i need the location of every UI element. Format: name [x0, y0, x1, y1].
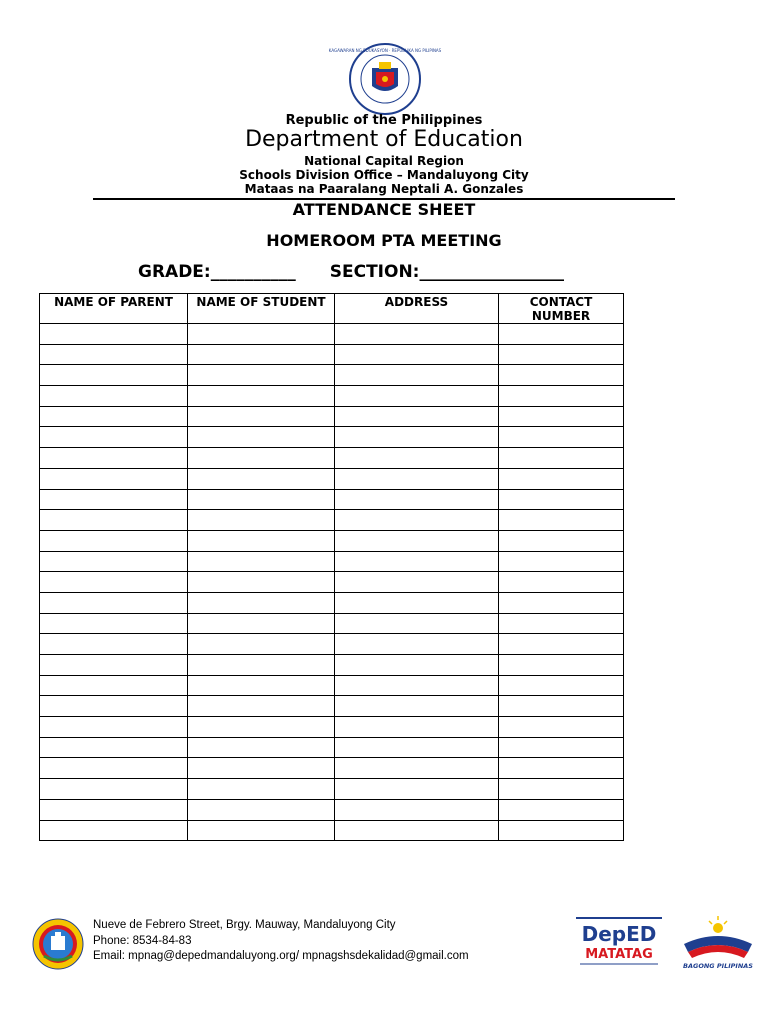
table-cell[interactable]	[335, 448, 499, 469]
table-cell[interactable]	[40, 675, 188, 696]
table-cell[interactable]	[188, 634, 335, 655]
table-cell[interactable]	[40, 406, 188, 427]
table-cell[interactable]	[335, 592, 499, 613]
school-name: Mataas na Paaralang Neptali A. Gonzales	[244, 182, 524, 196]
table-cell[interactable]	[188, 344, 335, 365]
table-row	[40, 530, 624, 551]
table-cell[interactable]	[335, 799, 499, 820]
table-cell[interactable]	[188, 386, 335, 407]
table-cell[interactable]	[499, 448, 624, 469]
table-cell[interactable]	[188, 406, 335, 427]
table-row	[40, 820, 624, 841]
table-cell[interactable]	[188, 510, 335, 531]
table-row	[40, 324, 624, 345]
table-body	[40, 324, 624, 841]
table-cell[interactable]	[40, 779, 188, 800]
department-name: Department of Education	[245, 127, 523, 152]
table-cell[interactable]	[499, 572, 624, 593]
section-field[interactable]: SECTION:_________________	[329, 262, 564, 282]
table-cell[interactable]	[188, 717, 335, 738]
table-cell[interactable]	[499, 592, 624, 613]
grade-field[interactable]: GRADE:__________	[138, 262, 296, 282]
table-cell[interactable]	[40, 344, 188, 365]
column-header: CONTACT NUMBER	[499, 294, 624, 324]
table-row	[40, 696, 624, 717]
table-cell[interactable]	[335, 779, 499, 800]
table-cell[interactable]	[335, 344, 499, 365]
deped-wordmark: DepED	[581, 922, 657, 946]
table-cell[interactable]	[40, 489, 188, 510]
table-cell[interactable]	[499, 820, 624, 841]
table-cell[interactable]	[335, 489, 499, 510]
table-row	[40, 758, 624, 779]
table-cell[interactable]	[499, 799, 624, 820]
table-cell[interactable]	[188, 758, 335, 779]
table-row	[40, 344, 624, 365]
table-cell[interactable]	[40, 655, 188, 676]
table-cell[interactable]	[335, 675, 499, 696]
table-row	[40, 634, 624, 655]
footer-address: Nueve de Febrero Street, Brgy. Mauway, Mandaluyong City	[93, 919, 396, 931]
table-cell[interactable]	[188, 530, 335, 551]
table-row	[40, 386, 624, 407]
deped-matatag-logo	[576, 916, 662, 968]
table-row	[40, 406, 624, 427]
table-cell[interactable]	[188, 820, 335, 841]
table-cell[interactable]	[188, 737, 335, 758]
table-cell[interactable]	[188, 696, 335, 717]
table-cell[interactable]	[335, 572, 499, 593]
table-cell[interactable]	[40, 758, 188, 779]
table-cell[interactable]	[499, 344, 624, 365]
republic-label: Republic of the Philippines	[285, 113, 483, 128]
table-cell[interactable]	[335, 365, 499, 386]
table-cell[interactable]	[499, 613, 624, 634]
table-cell[interactable]	[335, 530, 499, 551]
table-cell[interactable]	[40, 448, 188, 469]
table-row	[40, 468, 624, 489]
seal-text: KAGAWARAN NG EDUKASYON · REPUBLIKA NG PILIPINAS	[328, 48, 442, 53]
table-cell[interactable]	[40, 551, 188, 572]
table-cell[interactable]	[499, 696, 624, 717]
table-cell[interactable]	[40, 572, 188, 593]
table-cell[interactable]	[499, 675, 624, 696]
table-cell[interactable]	[335, 510, 499, 531]
table-row	[40, 489, 624, 510]
table-cell[interactable]	[335, 634, 499, 655]
table-cell[interactable]	[499, 530, 624, 551]
table-cell[interactable]	[40, 634, 188, 655]
table-cell[interactable]	[335, 386, 499, 407]
table-cell[interactable]	[188, 655, 335, 676]
table-cell[interactable]	[335, 324, 499, 345]
table-row	[40, 613, 624, 634]
table-cell[interactable]	[499, 758, 624, 779]
table-cell[interactable]	[335, 613, 499, 634]
table-cell[interactable]	[40, 737, 188, 758]
table-row	[40, 427, 624, 448]
table-cell[interactable]	[40, 386, 188, 407]
table-cell[interactable]	[499, 365, 624, 386]
table-cell[interactable]	[499, 427, 624, 448]
matatag-wordmark: MATATAG	[585, 947, 653, 962]
grade-section-line	[138, 262, 564, 282]
table-header-row	[40, 294, 624, 324]
table-row	[40, 675, 624, 696]
bagong-wordmark: BAGONG PILIPINAS	[683, 962, 753, 970]
table-cell[interactable]	[40, 717, 188, 738]
table-row	[40, 572, 624, 593]
table-row	[40, 592, 624, 613]
table-cell[interactable]	[40, 468, 188, 489]
table-cell[interactable]	[335, 717, 499, 738]
table-cell[interactable]	[188, 799, 335, 820]
column-header: NAME OF PARENT	[40, 294, 188, 324]
table-cell[interactable]	[188, 551, 335, 572]
table-cell[interactable]	[335, 427, 499, 448]
table-cell[interactable]	[335, 468, 499, 489]
table-cell[interactable]	[40, 613, 188, 634]
table-cell[interactable]	[40, 530, 188, 551]
table-cell[interactable]	[335, 820, 499, 841]
attendance-table	[39, 293, 624, 841]
footer-email: Email: mpnag@depedmandaluyong.org/ mpnagshsdekalidad@gmail.com	[93, 950, 469, 962]
table-cell[interactable]	[499, 634, 624, 655]
deped-seal-logo	[328, 42, 442, 116]
table-cell[interactable]	[188, 572, 335, 593]
footer-contact	[93, 918, 469, 965]
table-cell[interactable]	[188, 324, 335, 345]
table-row	[40, 448, 624, 469]
table-cell[interactable]	[499, 779, 624, 800]
table-cell[interactable]	[335, 551, 499, 572]
bagong-pilipinas-logo	[678, 914, 758, 970]
table-cell[interactable]	[40, 799, 188, 820]
table-cell[interactable]	[335, 737, 499, 758]
table-cell[interactable]	[335, 758, 499, 779]
table-row	[40, 510, 624, 531]
footer-phone: Phone: 8534-84-83	[93, 934, 192, 947]
table-cell[interactable]	[40, 365, 188, 386]
table-cell[interactable]	[188, 613, 335, 634]
table-row	[40, 717, 624, 738]
table-cell[interactable]	[499, 510, 624, 531]
document-title: ATTENDANCE SHEET	[292, 200, 476, 219]
table-row	[40, 365, 624, 386]
table-row	[40, 799, 624, 820]
table-cell[interactable]	[40, 510, 188, 531]
table-cell[interactable]	[335, 696, 499, 717]
table-cell[interactable]	[188, 779, 335, 800]
table-row	[40, 737, 624, 758]
table-cell[interactable]	[499, 655, 624, 676]
table-cell[interactable]	[499, 489, 624, 510]
table-cell[interactable]	[499, 737, 624, 758]
table-cell[interactable]	[40, 820, 188, 841]
table-cell[interactable]	[188, 365, 335, 386]
table-cell[interactable]	[40, 324, 188, 345]
table-cell[interactable]	[188, 592, 335, 613]
table-row	[40, 655, 624, 676]
table-cell[interactable]	[188, 427, 335, 448]
table-cell[interactable]	[335, 655, 499, 676]
table-cell[interactable]	[188, 489, 335, 510]
division-label: Schools Division Office – Mandaluyong City	[239, 168, 529, 182]
table-cell[interactable]	[499, 717, 624, 738]
table-cell[interactable]	[335, 406, 499, 427]
table-cell[interactable]	[40, 592, 188, 613]
table-cell[interactable]	[40, 696, 188, 717]
table-cell[interactable]	[499, 324, 624, 345]
table-cell[interactable]	[499, 406, 624, 427]
region-label: National Capital Region	[304, 154, 464, 168]
table-cell[interactable]	[499, 551, 624, 572]
table-cell[interactable]	[188, 448, 335, 469]
table-row	[40, 551, 624, 572]
table-cell[interactable]	[499, 386, 624, 407]
table-cell[interactable]	[499, 468, 624, 489]
school-logo	[32, 918, 84, 970]
table-cell[interactable]	[188, 468, 335, 489]
table-cell[interactable]	[188, 675, 335, 696]
table-row	[40, 779, 624, 800]
table-cell[interactable]	[40, 427, 188, 448]
column-header: NAME OF STUDENT	[188, 294, 335, 324]
column-header: ADDRESS	[335, 294, 499, 324]
meeting-title: HOMEROOM PTA MEETING	[266, 231, 502, 250]
